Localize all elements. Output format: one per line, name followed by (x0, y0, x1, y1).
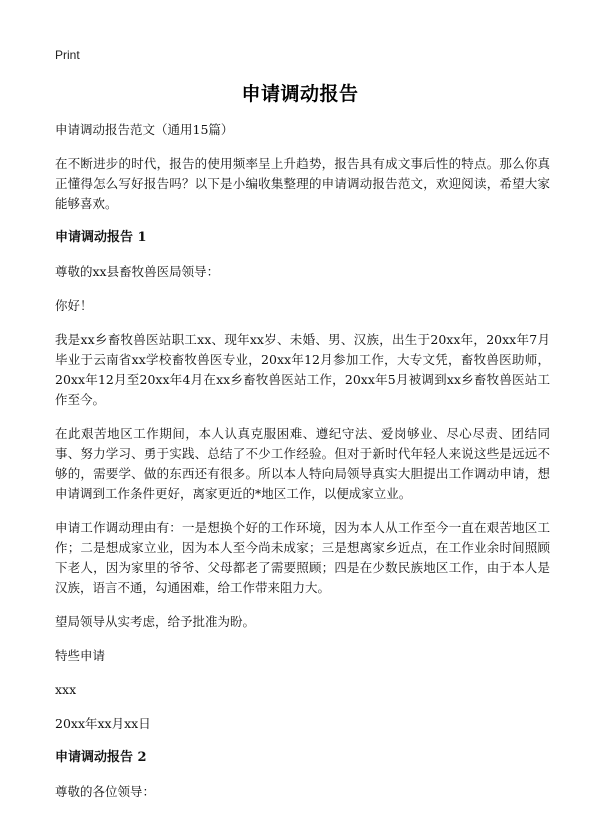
salutation-2: 尊敬的各位领导： (55, 784, 156, 799)
greeting-1: 你好！ (55, 298, 93, 313)
signature-1: xxx (55, 682, 77, 697)
closing-1: 特些申请 (55, 648, 106, 663)
section-heading-1: 申请调动报告 1 (55, 230, 147, 245)
document-title: 申请调动报告 (241, 83, 359, 105)
document-subtitle: 申请调动报告范文（通用15篇） (55, 122, 234, 137)
section-heading-2: 申请调动报告 2 (55, 750, 147, 765)
date-1: 20xx年xx月xx日 (55, 716, 151, 731)
body-paragraph-2: 在此艰苦地区工作期间，本人认真克服困难、遵纪守法、爱岗够业、尽心尽责、团结同事、努力学习、勇于实践、总结了不少工作经验。但对于新时代年轻人来说这些是远远不够的，需要学、做的东西还有很多。所以本人特向局领导真实大胆提出工作调动申请，想申请调到工作条件更好，离家更近的*地区工作，以便成家立业。 (55, 426, 550, 501)
body-paragraph-4: 望局领导从实考虑，给予批准为盼。 (55, 614, 256, 629)
body-paragraph-1: 我是xx乡畜牧兽医站职工xx、现年xx岁、未婚、男、汉族，出生于20xx年，20xx年7月毕业于云南省xx学校畜牧兽医专业，20xx年12月参加工作，大专文凭，畜牧兽医助师，20xx年12月至20xx年4月在xx乡畜牧兽医站工作，20xx年5月被调到xx乡畜牧兽医站工作至今。 (55, 332, 550, 407)
body-paragraph-3: 申请工作调动理由有：一是想换个好的工作环境，因为本人从工作至今一直在艰苦地区工作；二是想成家立业，因为本人至今尚未成家；三是想离家乡近点，在工作业余时间照顾下老人，因为家里的爷爷、父母都老了需要照顾；四是在少数民族地区工作，由于本人是汉族，语言不通，勾通困难，给工作带来阻力大。 (55, 520, 550, 595)
document-body (55, 120, 550, 816)
intro-paragraph: 在不断进步的时代，报告的使用频率呈上升趋势，报告具有成文事后性的特点。那么你真正懂得怎么写好报告吗？以下是小编收集整理的申请调动报告范文，欢迎阅读，希望大家能够喜欢。 (55, 156, 550, 211)
print-link[interactable]: Print (55, 48, 80, 62)
salutation-1: 尊敬的xx县畜牧兽医局领导： (55, 264, 220, 279)
